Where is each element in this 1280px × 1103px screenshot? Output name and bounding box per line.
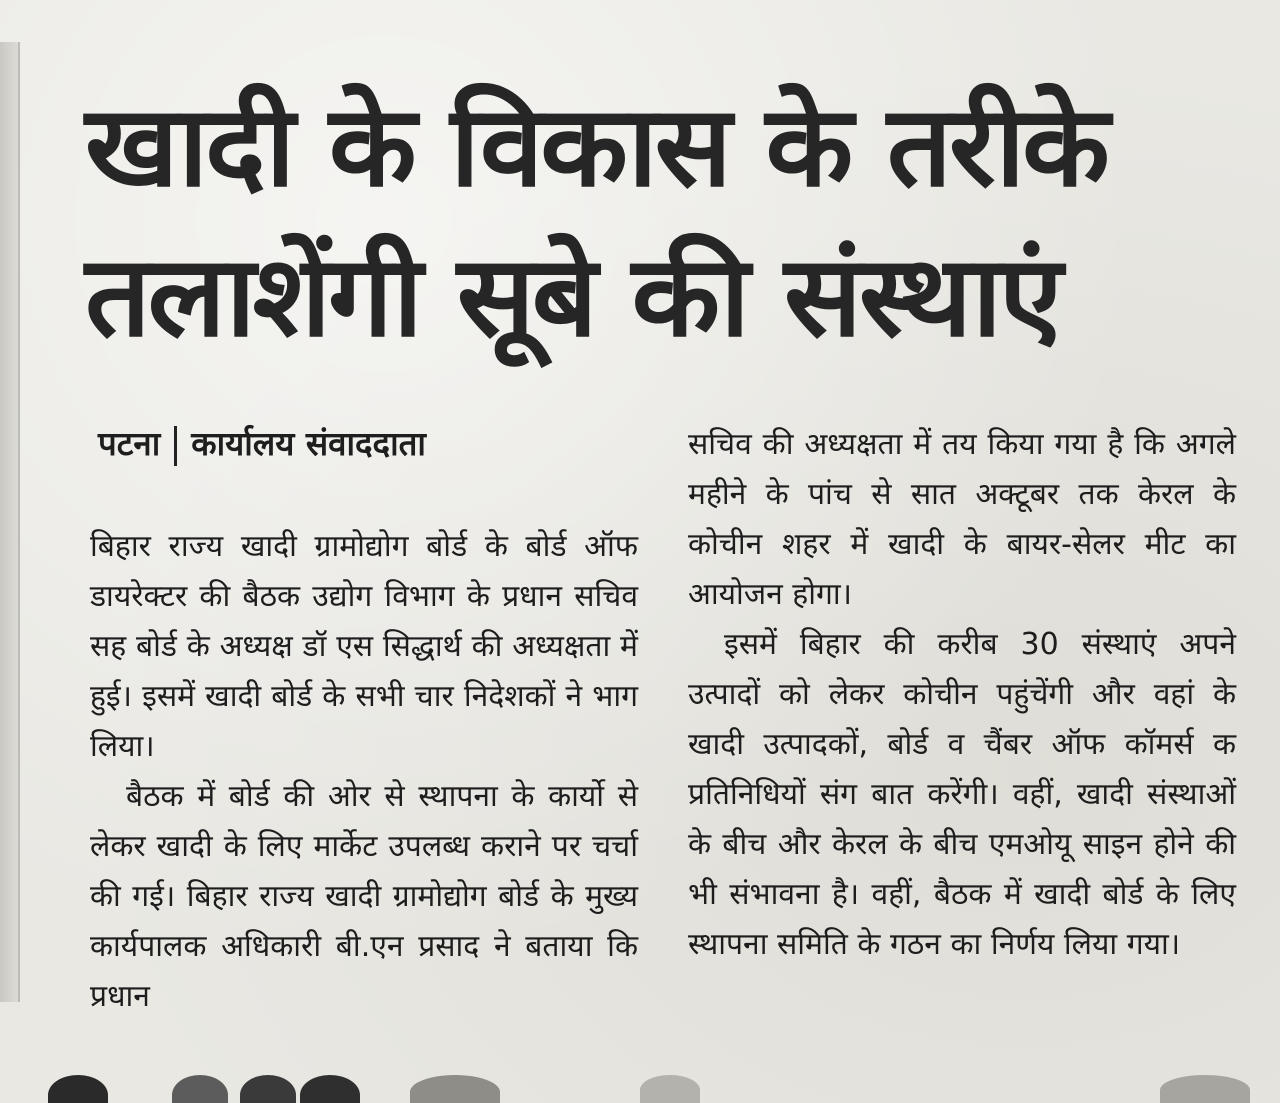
headline-line-2: तलाशेंगी सूबे की संस्थाएं xyxy=(85,232,1060,362)
photo-fragment xyxy=(172,1075,228,1103)
headline-line-1: खादी के विकास के तरीके xyxy=(85,82,1107,212)
photo-fragment xyxy=(410,1075,500,1103)
article-paragraph: बैठक में बोर्ड की ओर से स्थापना के कार्यो से लेकर खादी के लिए मार्केट उपलब्ध कराने पर चर्चा की गई। बिहार राज्य खादी ग्रामोद्योग बोर्ड के मुख्य कार्यपालक अधिकारी बी.एन प्रसाद ने बताया कि प्रधान xyxy=(90,779,638,1014)
photo-fragment xyxy=(1160,1075,1250,1103)
adjacent-column-edge xyxy=(0,42,20,1002)
byline-location: पटना xyxy=(98,424,161,463)
photo-fragment xyxy=(48,1075,108,1103)
article-column-left xyxy=(90,522,638,1022)
next-article-image-edge xyxy=(0,1075,1280,1103)
article-paragraph: सचिव की अध्यक्षता में तय किया गया है कि अगले महीने के पांच से सात अक्टूबर तक केरल के कोचीन शहर में खादी के बायर-सेलर मीट का आयोजन होगा। xyxy=(688,427,1236,612)
article-column-right xyxy=(688,420,1236,970)
byline-reporter: कार्यालय संवाददाता xyxy=(191,424,426,463)
photo-fragment xyxy=(640,1075,700,1103)
headline xyxy=(85,72,1245,372)
photo-fragment xyxy=(240,1075,296,1103)
byline-separator xyxy=(174,426,177,466)
article-paragraph: इसमें बिहार की करीब 30 संस्थाएं अपने उत्पादों को लेकर कोचीन पहुंचेंगी और वहां के खादी उत्पादकों, बोर्ड व चैंबर ऑफ कॉमर्स क प्रतिनिधियों संग बात करेंगी। वहीं, खादी संस्थाओं के बीच और केरल के बीच एमओयू साइन होने की भी संभावना है। वहीं, बैठक में खादी बोर्ड के लिए स्थापना समिति के गठन का निर्णय लिया गया। xyxy=(688,627,1236,962)
article-paragraph: बिहार राज्य खादी ग्रामोद्योग बोर्ड के बोर्ड ऑफ डायरेक्टर की बैठक उद्योग विभाग के प्रधान सचिव सह बोर्ड के अध्यक्ष डॉ एस सिद्धार्थ की अध्यक्षता में हुई। इसमें खादी बोर्ड के सभी चार निदेशकों ने भाग लिया। xyxy=(90,529,638,764)
byline xyxy=(98,420,426,466)
photo-fragment xyxy=(300,1075,360,1103)
